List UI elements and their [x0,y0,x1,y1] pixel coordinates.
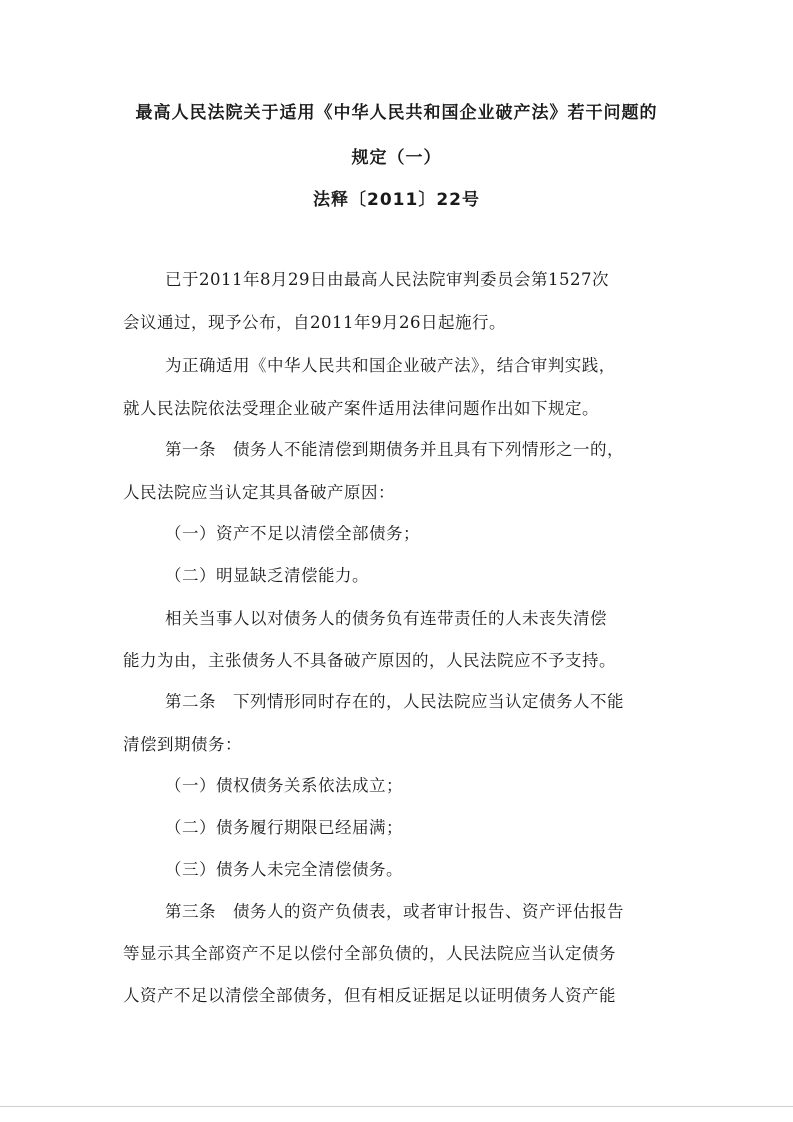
article-1-line: 人民法院应当认定其具备破产原因： [123,483,395,502]
paragraph-line: 就人民法院依法受理企业破产案件适用法律问题作出如下规定。 [123,399,599,418]
list-item: （二）明显缺乏清偿能力。 [165,566,369,585]
article-1-line: 第一条 债务人不能清偿到期债务并且具有下列情形之一的， [165,440,624,459]
paragraph-line: 会议通过，现予公布，自2011年9月26日起施行。 [123,313,506,332]
paragraph-line: 已于2011年8月29日由最高人民法院审判委员会第1527次 [165,270,609,289]
article-2-line: 第二条 下列情形同时存在的，人民法院应当认定债务人不能 [165,692,624,711]
paragraph-line: 能力为由，主张债务人不具备破产原因的，人民法院应不予支持。 [123,651,616,670]
document-title-line-1: 最高人民法院关于适用《中华人民共和国企业破产法》若干问题的 [135,103,658,123]
list-item: （三）债务人未完全清偿债务。 [165,860,403,879]
paragraph-line: 相关当事人以对债务人的债务负有连带责任的人未丧失清偿 [165,609,607,628]
document-title-line-2: 规定（一） [351,148,442,168]
page-bottom-divider [0,1106,793,1107]
article-3-line: 等显示其全部资产不足以偿付全部负债的，人民法院应当认定债务 [123,944,616,963]
article-3-line: 第三条 债务人的资产负债表，或者审计报告、资产评估报告 [165,902,624,921]
article-2-line: 清偿到期债务： [123,735,242,754]
document-number: 法释〔2011〕22号 [313,190,480,210]
list-item: （一）资产不足以清偿全部债务； [165,524,420,543]
paragraph-line: 为正确适用《中华人民共和国企业破产法》，结合审判实践， [165,356,616,375]
list-item: （一）债权债务关系依法成立； [165,776,403,795]
list-item: （二）债务履行期限已经届满； [165,818,403,837]
article-3-line: 人资产不足以清偿全部债务，但有相反证据足以证明债务人资产能 [123,986,616,1005]
